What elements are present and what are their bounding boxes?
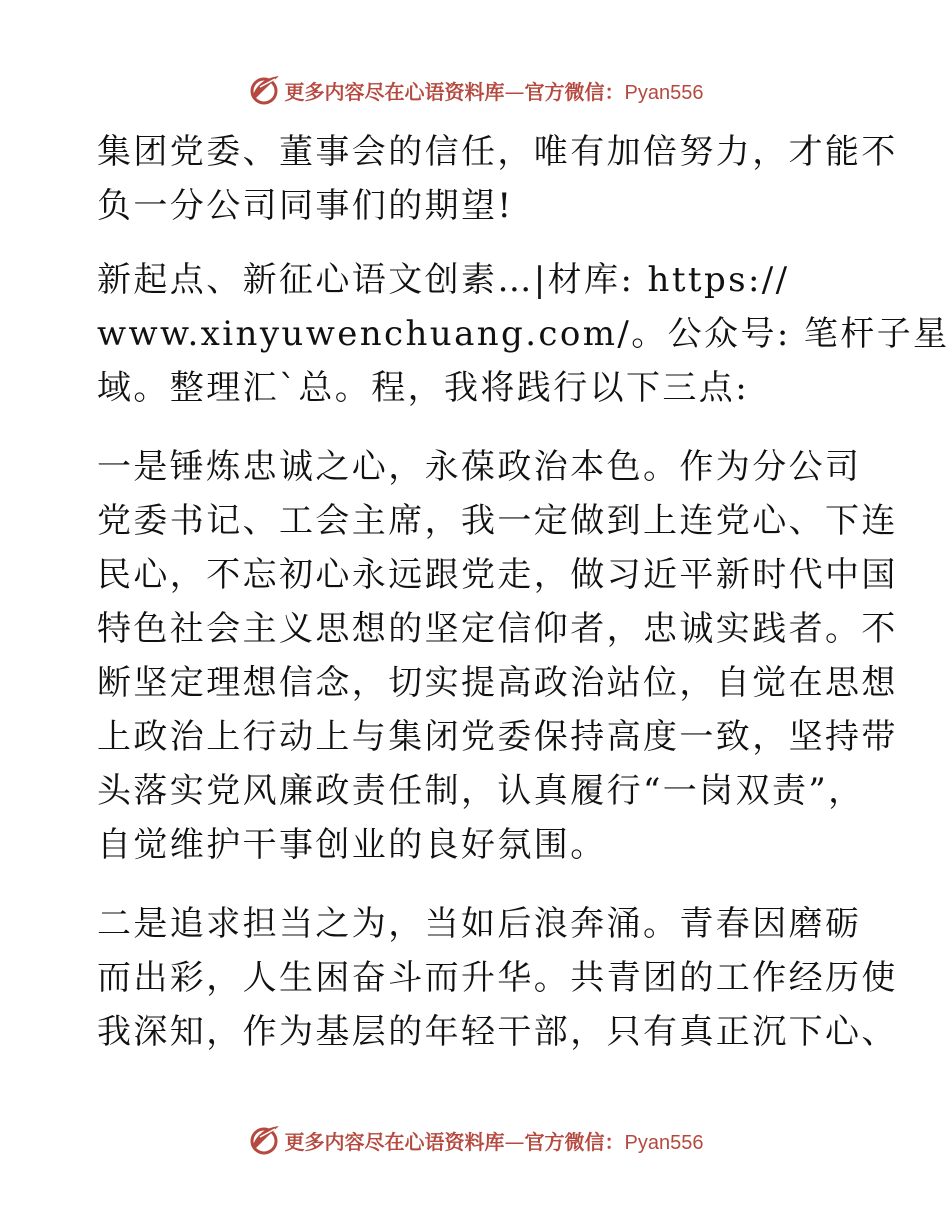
text-line: www.xinyuwenchuang.com/。公众号: 笔杆子星 bbox=[97, 314, 950, 354]
text-line: 域。整理汇`总。程，我将践行以下三点: bbox=[97, 368, 750, 408]
text-line: 民心，不忘初心永远跟党走，做习近平新时代中国 bbox=[97, 555, 898, 595]
text-line: 新起点、新征心语文创素…|材库: https:// bbox=[97, 260, 790, 300]
text-line: 我深知，作为基层的年轻干部，只有真正沉下心、 bbox=[97, 1012, 898, 1052]
text-line: 自觉维护干事创业的良好氛围。 bbox=[97, 825, 607, 865]
text-line: 负一分公司同事们的期望! bbox=[97, 186, 514, 226]
text-line: 断坚定理想信念，切实提高政治站位，自觉在思想 bbox=[97, 663, 898, 703]
text-line: 头落实党风廉政责任制，认真履行“一岗双责”， bbox=[97, 771, 865, 811]
text-line: 集团党委、董事会的信任，唯有加倍努力，才能不 bbox=[97, 132, 898, 172]
paragraph-4 bbox=[97, 897, 898, 1059]
text-line: 党委书记、工会主席，我一定做到上连党心、下连 bbox=[97, 501, 898, 541]
header-banner-text bbox=[285, 76, 704, 105]
header-banner bbox=[0, 70, 950, 110]
footer-banner-main: 更多内容尽在心语资料库 bbox=[284, 1129, 505, 1154]
quill-logo-icon bbox=[247, 73, 281, 107]
footer-banner-official: 官方微信： bbox=[524, 1129, 625, 1154]
paragraph-1 bbox=[97, 125, 898, 233]
footer-banner-dash: — bbox=[504, 1129, 525, 1154]
header-banner-dash: — bbox=[504, 79, 525, 104]
text-line: 特色社会主义思想的坚定信仰者，忠诚实践者。不 bbox=[97, 609, 898, 649]
text-line: 二是追求担当之为，当如后浪奔涌。青春因磨砺 bbox=[97, 904, 862, 944]
paragraph-3 bbox=[97, 440, 898, 872]
paragraph-2 bbox=[97, 253, 950, 415]
footer-banner-id: Pyan556 bbox=[624, 1131, 704, 1154]
header-banner-official: 官方微信： bbox=[524, 79, 625, 104]
header-banner-id: Pyan556 bbox=[624, 81, 704, 104]
footer-banner-text bbox=[285, 1126, 704, 1155]
quill-logo-icon bbox=[247, 1123, 281, 1157]
document-body bbox=[97, 125, 950, 1059]
text-line: 而出彩，人生困奋斗而升华。共青团的工作经历使 bbox=[97, 958, 898, 998]
footer-banner bbox=[0, 1120, 950, 1160]
text-line: 一是锤炼忠诚之心，永葆政治本色。作为分公司 bbox=[97, 447, 862, 487]
header-banner-main: 更多内容尽在心语资料库 bbox=[284, 79, 505, 104]
text-line: 上政治上行动上与集闭党委保持高度一致，坚持带 bbox=[97, 717, 898, 757]
